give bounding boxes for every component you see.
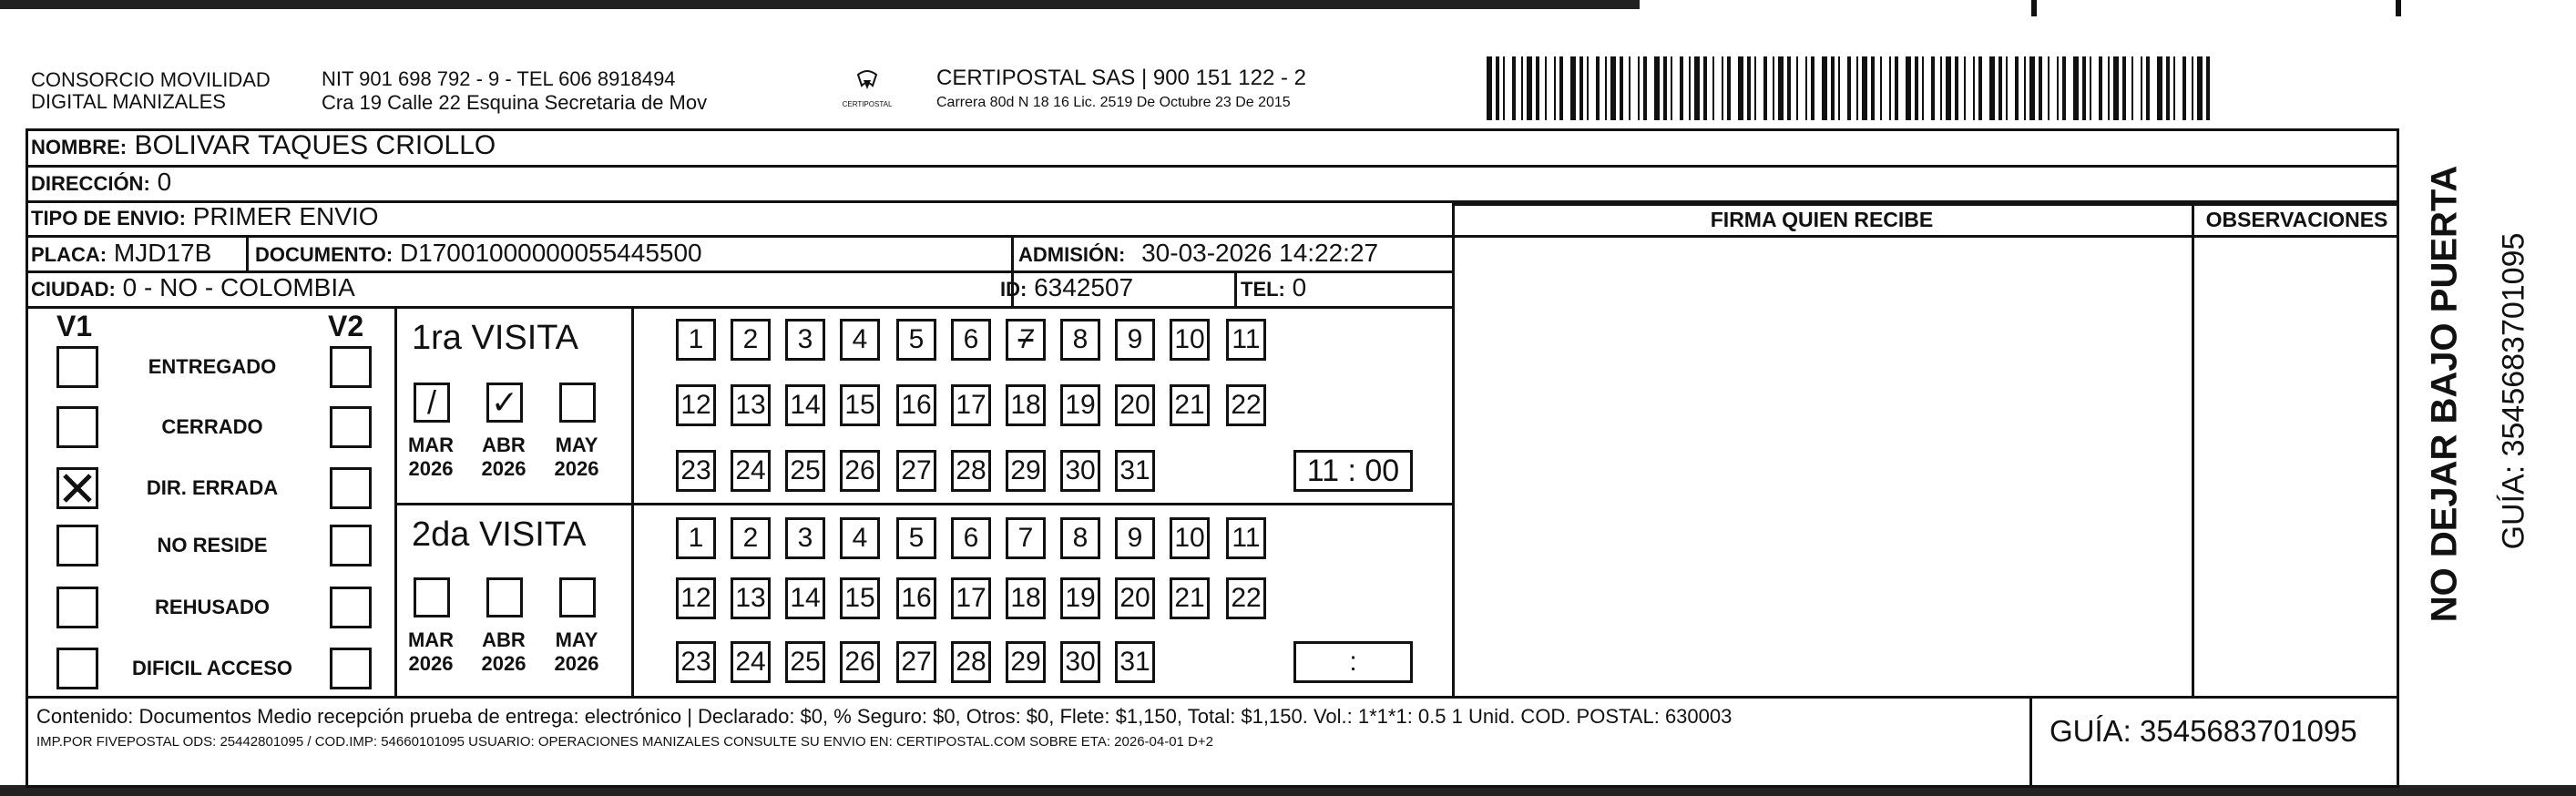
visita1-day-14[interactable]: 14 [785,384,825,426]
admision-value: 30-03-2026 14:22:27 [1141,239,1379,267]
status-label-cerrado: CERRADO [161,415,263,438]
documento-field [255,239,702,268]
direccion-value: 0 [157,168,172,196]
documento-label: DOCUMENTO: [255,243,394,266]
visita2-day-9[interactable]: 9 [1115,517,1155,559]
visita2-day-18[interactable]: 18 [1006,577,1046,619]
divider [246,235,249,270]
visita2-month-box-mar[interactable] [414,577,450,617]
visita1-day-9[interactable]: 9 [1115,319,1155,361]
certipostal-logo [838,67,896,113]
tel-field [1241,273,1306,302]
ciudad-field [31,273,355,302]
visita2-day-1[interactable]: 1 [676,517,716,559]
visita2-day-19[interactable]: 19 [1060,577,1100,619]
admision-label: ADMISIÓN: [1018,243,1126,266]
visita1-month-label-mar: MAR 2026 [407,434,455,480]
barcode [1487,56,2215,120]
nombre-label: NOMBRE: [31,136,128,158]
admision-field [1018,239,1378,268]
visita1-day-5[interactable]: 5 [896,319,936,361]
visita1-day-2[interactable]: 2 [731,319,771,361]
documento-value: D17001000000055445500 [399,239,702,267]
visita2-day-27[interactable]: 27 [896,641,936,683]
visita1-month-box-may[interactable] [559,383,596,423]
visita2-day-20[interactable]: 20 [1115,577,1155,619]
visita2-day-24[interactable]: 24 [731,641,771,683]
status-label-no-reside: NO RESIDE [157,534,268,556]
visita2-day-13[interactable]: 13 [731,577,771,619]
status-label-entregado: ENTREGADO [148,355,277,378]
visita1-day-13[interactable]: 13 [731,384,771,426]
nombre-value: BOLIVAR TAQUES CRIOLLO [134,130,496,160]
placa-value: MJD17B [113,239,212,267]
visita1-day-20[interactable]: 20 [1115,384,1155,426]
visita1-day-27[interactable]: 27 [896,450,936,492]
visita1-month-label-may: MAY 2026 [554,434,599,480]
visita2-time-box[interactable] [1293,641,1413,683]
id-label: ID: [1000,278,1027,301]
issuer-info: NIT 901 698 792 - 9 - TEL 606 8918494 Cra 19 Calle 22 Esquina Secretaria de Mov [322,67,708,114]
ciudad-label: CIUDAD: [31,278,116,301]
visita2-day-2[interactable]: 2 [731,517,771,559]
visita2-day-29[interactable]: 29 [1006,641,1046,683]
v1-checkbox-dir-errada[interactable] [56,467,98,509]
visita1-day-3[interactable]: 3 [785,319,825,361]
visita2-month-label-mar: MAR 2026 [407,628,455,675]
divider [26,235,1452,238]
visita1-day-12[interactable]: 12 [676,384,716,426]
visita1-day-25[interactable]: 25 [785,450,825,492]
visita2-day-22[interactable]: 22 [1226,577,1266,619]
id-value: 6342507 [1034,273,1134,301]
id-field [1000,273,1133,302]
divider [26,696,2399,699]
status-label-dir-errada: DIR. ERRADA [146,476,279,499]
tel-value: 0 [1292,273,1307,301]
divider [1452,203,2399,206]
scan-top-mark [2396,0,2401,16]
visita1-time: 11 : 00 [1306,453,1400,488]
visita2-day-10[interactable]: 10 [1170,517,1210,559]
visita2-title: 2da VISITA [412,515,587,554]
visita2-day-26[interactable]: 26 [840,641,880,683]
divider [26,306,1452,309]
visita1-month-box-mar[interactable]: / [414,383,450,423]
visita2-day-5[interactable]: 5 [896,517,936,559]
license-line: Carrera 80d N 18 16 Lic. 2519 De Octubre 23 De 2015 [936,95,1291,110]
visita1-day-28[interactable]: 28 [951,450,991,492]
visita1-time-box[interactable] [1293,450,1413,492]
v1-header: V1 [56,310,93,342]
firma-header: FIRMA QUIEN RECIBE [1710,208,1934,231]
visita1-day-4[interactable]: 4 [840,319,880,361]
visita2-time: : [1349,647,1357,677]
divider [394,503,1452,505]
visita2-month-label-may: MAY 2026 [554,628,599,675]
visita2-day-16[interactable]: 16 [896,577,936,619]
tipo-value: PRIMER ENVIO [192,202,379,230]
visita2-day-15[interactable]: 15 [840,577,880,619]
visita2-day-31[interactable]: 31 [1115,641,1155,683]
nombre-field [31,130,496,161]
divider [1452,203,1455,698]
v2-checkbox-cerrado[interactable] [330,406,372,448]
visita2-day-30[interactable]: 30 [1060,641,1100,683]
visita2-day-23[interactable]: 23 [676,641,716,683]
tipo-envio-field [31,202,379,231]
visita2-day-21[interactable]: 21 [1170,577,1210,619]
visita2-day-11[interactable]: 11 [1226,517,1266,559]
placa-field [31,239,211,268]
visita1-day-15[interactable]: 15 [840,384,880,426]
status-label-rehusado: REHUSADO [155,596,270,618]
scan-top-mark [2031,0,2037,16]
v1-checkbox-rehusado[interactable] [56,587,98,628]
visita1-day-11[interactable]: 11 [1226,319,1266,361]
divider [2029,696,2032,787]
v2-header: V2 [328,310,364,342]
visita1-day-26[interactable]: 26 [840,450,880,492]
visita1-day-29[interactable]: 29 [1006,450,1046,492]
visita1-day-30[interactable]: 30 [1060,450,1100,492]
direccion-label: DIRECCIÓN: [31,172,150,195]
visita2-day-14[interactable]: 14 [785,577,825,619]
visita1-day-16[interactable]: 16 [896,384,936,426]
visita1-day-21[interactable]: 21 [1170,384,1210,426]
divider [394,306,397,696]
divider [2192,203,2194,698]
v1-checkbox-no-reside[interactable] [56,525,98,566]
v2-checkbox-entregado[interactable] [330,346,372,388]
scan-top-edge [0,0,1640,9]
visita1-day-22[interactable]: 22 [1226,384,1266,426]
visita1-day-7[interactable]: 7 [1006,319,1046,361]
visita2-month-box-may[interactable] [559,577,596,617]
visita2-day-3[interactable]: 3 [785,517,825,559]
visita1-day-8[interactable]: 8 [1060,319,1100,361]
visita2-day-28[interactable]: 28 [951,641,991,683]
tipo-label: TIPO DE ENVIO: [31,207,186,230]
contenido-line: Contenido: Documentos Medio recepción prueba de entrega: electrónico | Declarado: $0, % Seguro: $0, Otros: $0, Flete: $1,150, Total: $1,150. Vol.: 1*1*1: 0.5 1 Unid. COD. POSTAL: 630003 [36,705,1733,728]
visita2-day-4[interactable]: 4 [840,517,880,559]
v1-checkbox-cerrado[interactable] [56,406,98,448]
visita2-day-7[interactable]: 7 [1006,517,1046,559]
visita1-day-17[interactable]: 17 [951,384,991,426]
carrier-line: CERTIPOSTAL SAS | 900 151 122 - 2 [936,66,1306,90]
v2-checkbox-rehusado[interactable] [330,587,372,628]
visita1-month-label-abr: ABR 2026 [481,434,526,480]
v2-checkbox-dir-errada[interactable] [330,467,372,509]
visita1-month-box-abr[interactable]: ✓ [486,383,523,423]
divider [1452,235,2399,238]
consortium-name: CONSORCIO MOVILIDAD DIGITAL MANIZALES [31,68,271,113]
v1-checkbox-dificil-acceso[interactable] [56,648,98,689]
v2-checkbox-dificil-acceso[interactable] [330,648,372,689]
visita1-day-1[interactable]: 1 [676,319,716,361]
visita2-day-12[interactable]: 12 [676,577,716,619]
visita1-day-31[interactable]: 31 [1115,450,1155,492]
visita2-month-box-abr[interactable] [486,577,523,617]
side-warning: NO DEJAR BAJO PUERTA [2424,165,2465,623]
logo-text: CERTIPOSTAL [842,100,893,108]
placa-label: PLACA: [31,243,107,266]
divider [1234,270,1237,306]
visita2-day-25[interactable]: 25 [785,641,825,683]
divider [26,165,2399,168]
imp-line: IMP.POR FIVEPOSTAL ODS: 25442801095 / COD.IMP: 54660101095 USUARIO: OPERACIONES MANIZALES CONSULTE SU ENVIO EN: CERTIPOSTAL.COM SOBRE ETA: 2026-04-01 D+2 [36,734,1213,750]
divider [631,306,634,696]
visita1-title: 1ra VISITA [412,319,579,357]
visita2-month-label-abr: ABR 2026 [481,628,526,675]
tel-label: TEL: [1241,278,1285,301]
side-guia: GUÍA: 3545683701095 [2496,232,2531,550]
visita1-day-24[interactable]: 24 [731,450,771,492]
v1-checkbox-entregado[interactable] [56,346,98,388]
visita2-day-6[interactable]: 6 [951,517,991,559]
observaciones-header: OBSERVACIONES [2205,208,2388,231]
status-label-dificil-acceso: DIFICIL ACCESO [131,657,292,679]
v2-checkbox-no-reside[interactable] [330,525,372,566]
visita1-day-19[interactable]: 19 [1060,384,1100,426]
footer-guia: GUÍA: 3545683701095 [2050,714,2357,748]
side-vertical-text [2405,128,2531,674]
ciudad-value: 0 - NO - COLOMBIA [122,273,355,301]
visita1-day-6[interactable]: 6 [951,319,991,361]
visita2-day-17[interactable]: 17 [951,577,991,619]
visita1-day-10[interactable]: 10 [1170,319,1210,361]
visita1-day-18[interactable]: 18 [1006,384,1046,426]
visita1-day-23[interactable]: 23 [676,450,716,492]
visita2-day-8[interactable]: 8 [1060,517,1100,559]
direccion-field [31,168,171,197]
